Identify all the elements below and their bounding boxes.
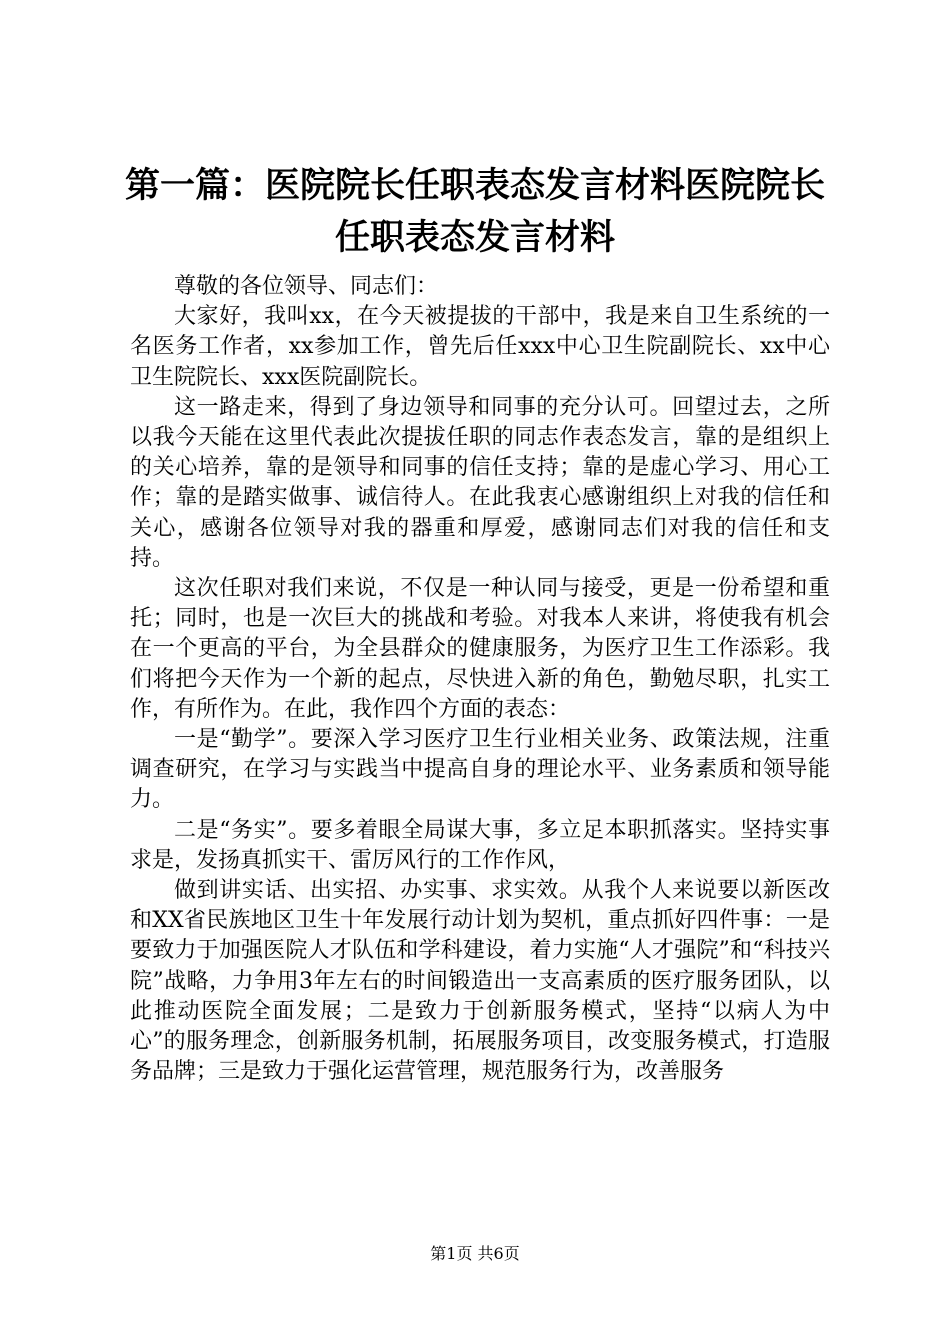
action-plan-paragraph: 做到讲实话、出实招、办实事、求实效。从我个人来说要以新医改和XX省民族地区卫生十年发展行动计划为契机，重点抓好四件事：一是要致力于加强医院人才队伍和学科建设，着力实施“人才强院”和“科技兴院”战略，力争用3年左右的时间锻造出一支高素质的医疗服务团队，以此推动医院全面发展；二是致力于创新服务模式，坚持“以病人为中心”的服务理念，创新服务机制，拓展服务项目，改变服务模式，打造服务品牌；三是致力于强化运营管理，规范服务行为，改善服务 [130,878,830,1085]
document-body [130,272,830,1087]
commitment-paragraph: 这次任职对我们来说，不仅是一种认同与接受，更是一份希望和重托；同时，也是一次巨大的挑战和考验。对我本人来讲，将使我有机会在一个更高的平台，为全县群众的健康服务，为医疗卫生工作添彩。我们将把今天作为一个新的起点，尽快进入新的角色，勤勉尽职，扎实工作，有所作为。在此，我作四个方面的表态： [130,576,830,722]
intro-paragraph: 大家好，我叫xx，在今天被提拔的干部中，我是来自卫生系统的一名医务工作者，xx参加工作，曾先后任xxx中心卫生院副院长、xx中心卫生院院长、xxx医院副院长。 [130,304,830,390]
salutation-paragraph: 尊敬的各位领导、同志们： [174,274,439,299]
document-title [110,160,840,264]
page-footer: 第1页 共6页 [430,1244,520,1263]
title-line-1: 第一篇：医院院长任职表态发言材料医院院长 [124,165,825,206]
gratitude-paragraph: 这一路走来，得到了身边领导和同事的充分认可。回望过去，之所以我今天能在这里代表此次提拔任职的同志作表态发言，靠的是组织上的关心培养，靠的是领导和同事的信任支持；靠的是虚心学习、用心工作；靠的是踏实做事、诚信待人。在此我衷心感谢组织上对我的信任和关心，感谢各位领导对我的器重和厚爱，感谢同志们对我的信任和支持。 [130,394,830,571]
point-one-paragraph: 一是“勤学”。要深入学习医疗卫生行业相关业务、政策法规，注重调查研究，在学习与实践当中提高自身的理论水平、业务素质和领导能力。 [130,727,830,813]
point-two-paragraph: 二是“务实”。要多着眼全局谋大事，多立足本职抓落实。坚持实事求是，发扬真抓实干、雷厉风行的工作作风， [130,817,830,873]
title-line-2: 任职表态发言材料 [334,217,615,258]
